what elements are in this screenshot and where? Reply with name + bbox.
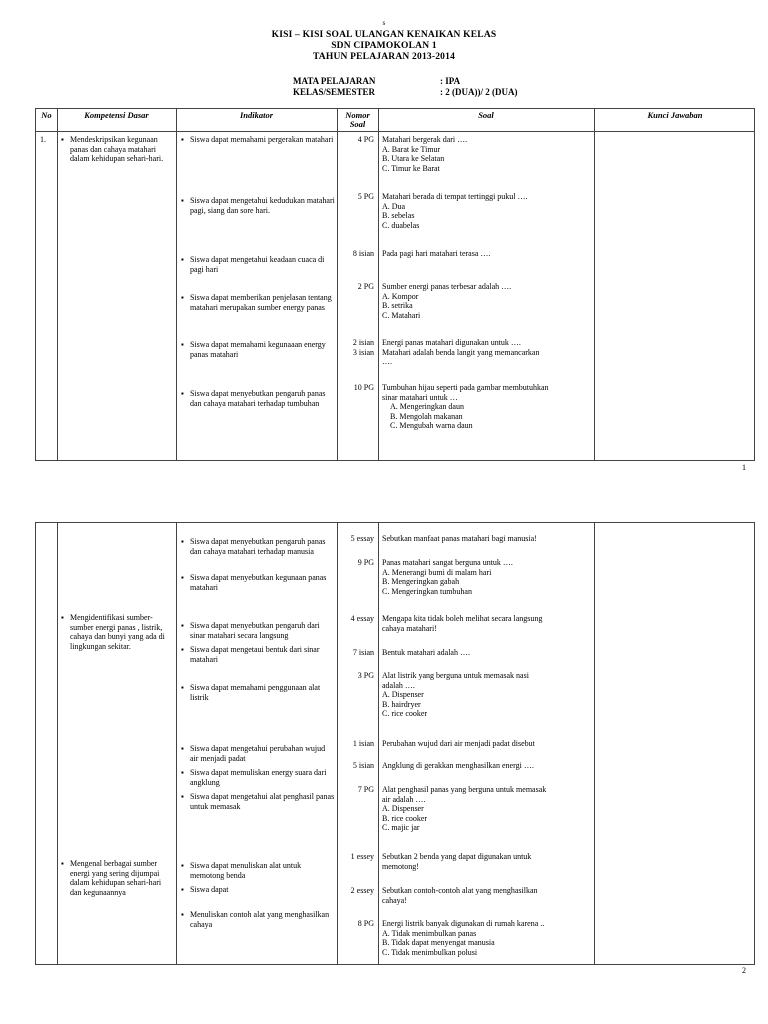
school-name: SDN CIPAMOKOLAN 1	[331, 41, 437, 51]
bullet: ▪	[181, 910, 184, 919]
bullet: ▪	[181, 744, 184, 753]
row-number: 1.	[40, 135, 46, 144]
question-text: Angklung di gerakkan menghasilkan energi ….	[382, 761, 534, 770]
bullet: ▪	[61, 613, 64, 622]
question-text: Bentuk matahari adalah ….	[382, 648, 470, 657]
bullet: ▪	[61, 135, 64, 144]
question-number: 2 isian	[352, 338, 374, 347]
bullet: ▪	[181, 885, 184, 894]
kompetensi-text: Mengidentifikasi sumber-sumber energi panas , listrik, cahaya dan bunyi yang ada di lingkungan sekitar.	[70, 613, 165, 651]
question-text: Sebutkan manfaat panas matahari bagi manusia!	[382, 534, 537, 543]
indicator-text: Siswa dapat menyebutkan pengaruh dari sinar matahari secara langsung	[190, 621, 320, 640]
question-text: Matahari berada di tempat tertinggi pukul …. A. Dua B. sebelas C. duabelas	[382, 192, 528, 230]
question-text: Pada pagi hari matahari terasa ….	[382, 249, 491, 258]
col-header-no: No	[41, 110, 52, 120]
top-mark: s	[382, 19, 386, 27]
question-number: 4 PG	[357, 135, 374, 144]
question-number: 5 isian	[352, 761, 374, 770]
indicator-text: Siswa dapat	[190, 885, 229, 894]
question-number: 9 PG	[357, 558, 374, 567]
indicator-text: Siswa dapat memahami pergerakan matahari	[190, 135, 334, 144]
class-label: KELAS/SEMESTER	[293, 87, 376, 97]
col-header-kunci: Kunci Jawaban	[647, 110, 703, 120]
indicator-text: Siswa dapat memuliskan energy suara dari angklung	[190, 768, 327, 787]
indicator-text: Siswa dapat memahami penggunaan alat listrik	[190, 683, 321, 702]
question-number: 2 PG	[357, 282, 374, 291]
indicator-text: Siswa dapat menuliskan alat untuk memotong benda	[190, 861, 302, 880]
bullet: ▪	[61, 859, 64, 868]
bullet: ▪	[181, 196, 184, 205]
kompetensi-text: Mendeskripsikan kegunaan panas dan cahaya matahari dalam kehidupan sehari-hari.	[70, 135, 164, 163]
document-title: KISI – KISI SOAL ULANGAN KENAIKAN KELAS	[271, 30, 497, 40]
subject-label: MATA PELAJARAN	[293, 76, 376, 86]
question-text: Mengapa kita tidak boleh melihat secara langsung cahaya matahari!	[382, 614, 543, 633]
question-number: 4 essay	[350, 614, 374, 623]
bullet: ▪	[181, 293, 184, 302]
question-number: 3 isian	[352, 348, 374, 357]
bullet: ▪	[181, 135, 184, 144]
subject-value: : IPA	[440, 76, 461, 86]
question-number: 8 PG	[357, 919, 374, 928]
question-text: Alat listrik yang berguna untuk memasak nasi adalah …. A. Dispenser B. hairdryer C. rice cooker	[382, 671, 529, 718]
question-number: 10 PG	[353, 383, 374, 392]
page-number: 2	[742, 966, 746, 975]
question-number: 5 essay	[350, 534, 374, 543]
question-number: 5 PG	[357, 192, 374, 201]
question-text: Energi listrik banyak digunakan di rumah karena .. A. Tidak menimbulkan panas B. Tidak dapat menyengat manusia C. Tidak menimbulkan polusi	[382, 919, 545, 957]
bullet: ▪	[181, 573, 184, 582]
indicator-text: Siswa dapat mengetahui kedudukan matahari pagi, siang dan sore hari.	[190, 196, 335, 215]
bullet: ▪	[181, 861, 184, 870]
question-text: Tumbuhan hijau seperti pada gambar membutuhkan sinar matahari untuk … A. Mengeringkan daun B. Mengolah makanan C. Mengubah warna daun	[382, 383, 549, 430]
question-text: Sebutkan 2 benda yang dapat digunakan untuk memotong!	[382, 852, 532, 871]
bullet: ▪	[181, 768, 184, 777]
kompetensi-text: Mengenal berbagai sumber energi yang sering dijumpai dalam kehidupan sehari-hari dan kegunaannya	[70, 859, 162, 897]
indicator-text: Siswa dapat menyebutkan pengaruh panas dan cahaya matahari terhadap manusia	[190, 537, 326, 556]
class-value: : 2 (DUA))/ 2 (DUA)	[440, 87, 518, 97]
indicator-text: Siswa dapat mengetahui keadaan cuaca di pagi hari	[190, 255, 325, 274]
question-text: Alat penghasil panas yang berguna untuk memasak air adalah …. A. Dispenser B. rice cooker C. majic jar	[382, 785, 547, 832]
indicator-text: Siswa dapat menyebutkan kegunaan panas matahari	[190, 573, 327, 592]
indicator-text: Menuliskan contoh alat yang menghasilkan cahaya	[190, 910, 330, 929]
question-text: Perubahan wujud dari air menjadi padat disebut	[382, 739, 535, 748]
indicator-text: Siswa dapat mengetaui bentuk dari sinar matahari	[190, 645, 320, 664]
question-number: 1 essey	[350, 852, 374, 861]
bullet: ▪	[181, 340, 184, 349]
question-number: 3 PG	[357, 671, 374, 680]
col-header-nomor-soal: Nomor Soal	[345, 110, 370, 129]
indicator-text: Siswa dapat memahami kegunaaan energy panas matahari	[190, 340, 326, 359]
question-number: 8 isian	[352, 249, 374, 258]
question-number: 7 PG	[357, 785, 374, 794]
question-text: Matahari bergerak dari …. A. Barat ke Timur B. Utara ke Selatan C. Timur ke Barat	[382, 135, 468, 173]
question-text: Sumber energi panas terbesar adalah …. A. Kompor B. setrika C. Matahari	[382, 282, 512, 320]
col-header-soal: Soal	[478, 110, 494, 120]
bullet: ▪	[181, 389, 184, 398]
school-year: TAHUN PELAJARAN 2013-2014	[312, 52, 456, 62]
page2-table	[35, 522, 755, 965]
col-header-kompetensi: Kompetensi Dasar	[84, 110, 149, 120]
bullet: ▪	[181, 645, 184, 654]
question-text: Energi panas matahari digunakan untuk …. Matahari adalah benda langit yang memancarkan ….	[382, 338, 540, 366]
question-number: 2 essey	[350, 886, 374, 895]
question-text: Sebutkan contoh-contoh alat yang menghasilkan cahaya!	[382, 886, 538, 905]
bullet: ▪	[181, 683, 184, 692]
bullet: ▪	[181, 537, 184, 546]
question-number: 7 isian	[352, 648, 374, 657]
page-number: 1	[742, 463, 746, 472]
col-header-indikator: Indikator	[239, 110, 274, 120]
page1-table	[35, 108, 755, 461]
indicator-text: Siswa dapat menyebutkan pengaruh panas dan cahaya matahari terhadap tumbuhan	[190, 389, 326, 408]
bullet: ▪	[181, 621, 184, 630]
bullet: ▪	[181, 255, 184, 264]
indicator-text: Siswa dapat mengetahui perubahan wujud air menjadi padat	[190, 744, 326, 763]
question-number: 1 isian	[352, 739, 374, 748]
question-text: Panas matahari sangat berguna untuk …. A. Menerangi bumi di malam hari B. Mengeringkan gabah C. Mengeringkan tumbuhan	[382, 558, 513, 596]
indicator-text: Siswa dapat mengetahui alat penghasil panas untuk memasak	[190, 792, 335, 811]
bullet: ▪	[181, 792, 184, 801]
indicator-text: Siswa dapat memberikan penjelasan tentang matahari merupakan sumber energy panas	[190, 293, 332, 312]
